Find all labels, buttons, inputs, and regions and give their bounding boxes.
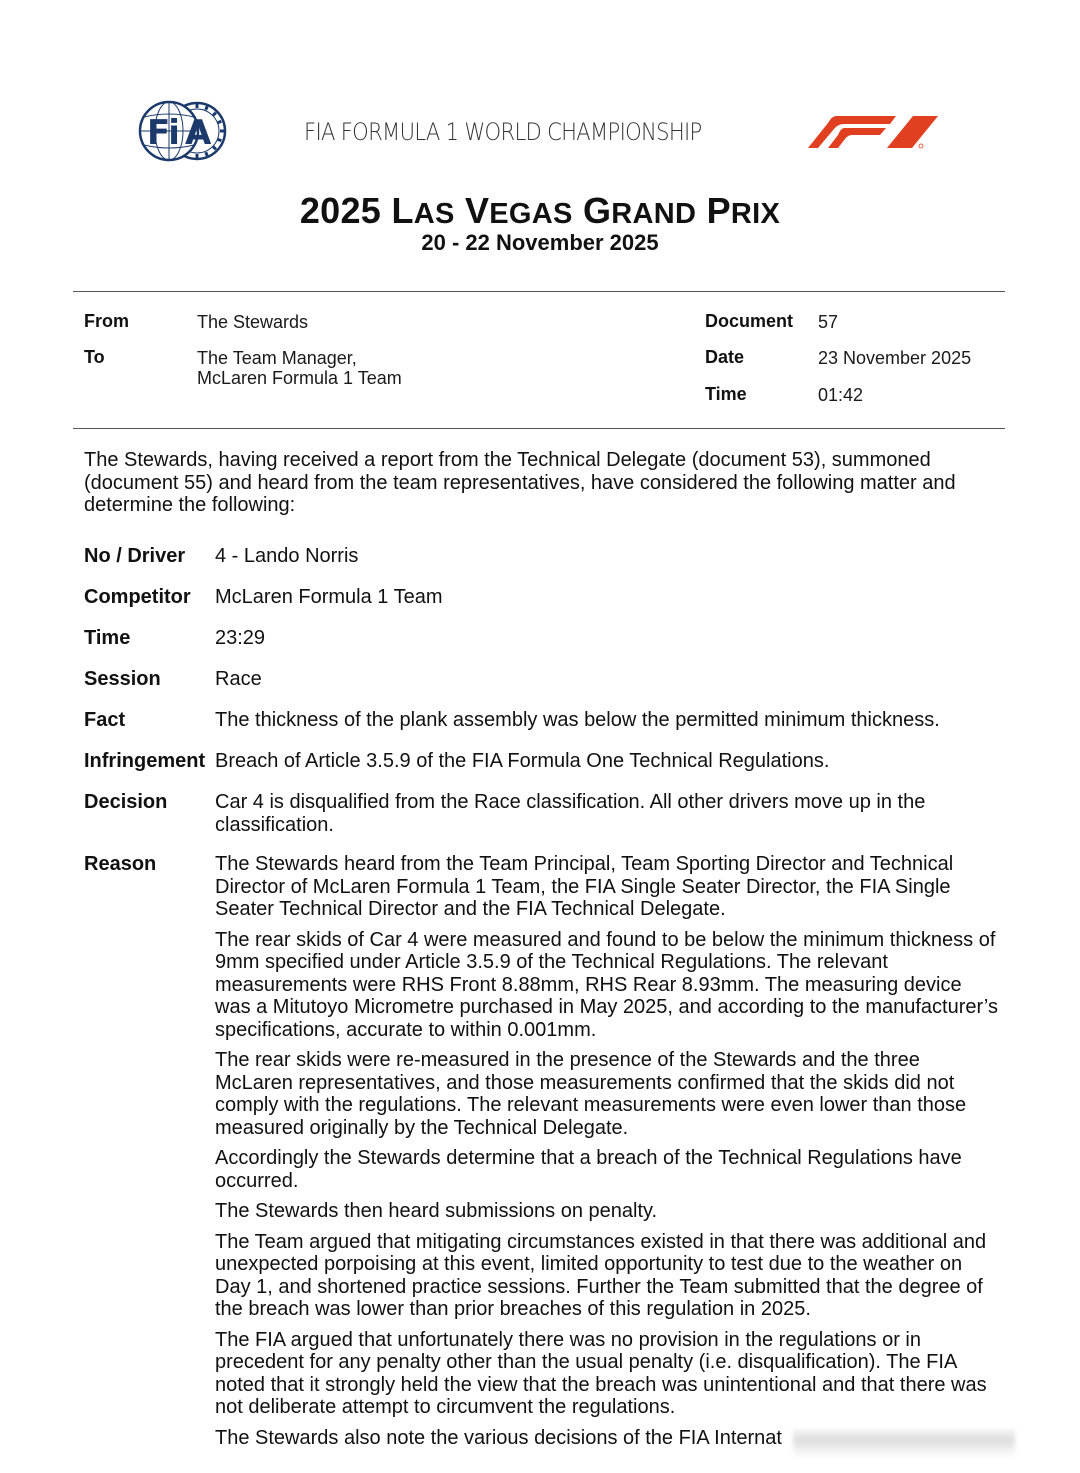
from-value: The Stewards <box>197 312 309 332</box>
decision-label: Decision <box>84 791 168 813</box>
to-value-line2: McLaren Formula 1 Team <box>197 368 402 388</box>
reason-label: Reason <box>84 853 157 875</box>
intro-paragraph: The Stewards, having received a report from the Technical Delegate (document 53), summoned (document 55) and heard from the team representatives, have considered the following matter and determine the following: <box>84 449 956 516</box>
reason-paragraph: Accordingly the Stewards determine that a breach of the Technical Regulations have occurred. <box>215 1147 962 1192</box>
session-value: Race <box>215 668 262 690</box>
date-label: Date <box>705 347 745 367</box>
fia-logo <box>137 99 229 163</box>
infringement-value: Breach of Article 3.5.9 of the FIA Formula One Technical Regulations. <box>215 750 830 772</box>
reason-paragraph: The rear skids were re-measured in the presence of the Stewards and the three McLaren representatives, and those measurements confirmed that the skids did not comply with the regulations. The relevant measurements were even lower than those measured originally by the Technical Delegate. <box>215 1049 967 1139</box>
document-label: Document <box>705 311 794 331</box>
time-value: 01:42 <box>818 385 864 405</box>
reason-paragraph: The Team argued that mitigating circumstances existed in that there was additional and unexpected porpoising at this event, limited opportunity to test due to the weather on Day 1, and shortened practice sessions. Further the Team submitted that the degree of the breach was lower than prior breaches of this regulation in 2025. <box>215 1230 987 1320</box>
infringement-label: Infringement <box>84 750 206 772</box>
competitor-label: Competitor <box>84 586 191 608</box>
svg-text:A: A <box>185 113 212 153</box>
fia-globe-icon <box>137 99 229 163</box>
f1-logo-icon <box>808 112 943 152</box>
driver-value: 4 - Lando Norris <box>215 545 359 567</box>
championship-title: FIA FORMULA 1 WORLD CHAMPIONSHIP <box>304 118 702 146</box>
session-label: Session <box>84 668 161 690</box>
incident-time-label: Time <box>84 627 131 649</box>
incident-time-value: 23:29 <box>215 627 266 649</box>
reason-paragraph: The rear skids of Car 4 were measured and found to be below the minimum thickness of 9mm specified under Article 3.5.9 of the Technical Regulations. The relevant measurements were RHS Front 8.88mm, RHS Rear 8.93mm. The measuring device was a Mitutoyo Micrometre purchased in May 2025, and according to the manufacturer’s specifications, accurate to within 0.001mm. <box>215 928 998 1041</box>
reason-paragraph: The FIA argued that unfortunately there was no provision in the regulations or in precedent for any penalty other than the usual penalty (i.e. disqualification). The FIA noted that it strongly held the view that the breach was unintentional and that there was not deliberate attempt to circumvent the regulations. <box>215 1328 987 1418</box>
fact-label: Fact <box>84 709 126 731</box>
reason-body <box>215 853 1000 1457</box>
time-label: Time <box>705 384 747 404</box>
obscured-region <box>793 1428 1015 1458</box>
competitor-value: McLaren Formula 1 Team <box>215 586 443 608</box>
divider-top <box>73 291 1005 292</box>
to-label: To <box>84 347 105 367</box>
decision-value: Car 4 is disqualified from the Race classification. All other drivers move up in the classification. <box>215 791 926 836</box>
date-value: 23 November 2025 <box>818 348 972 368</box>
f1-logo <box>808 112 943 152</box>
driver-label: No / Driver <box>84 545 186 567</box>
divider-bottom <box>73 428 1005 429</box>
svg-text:Fi: Fi <box>147 113 178 153</box>
from-label: From <box>84 311 129 331</box>
reason-paragraph: The Stewards then heard submissions on penalty. <box>215 1200 658 1222</box>
to-value-line1: The Team Manager, <box>197 348 357 368</box>
event-title: 2025 LAS VEGAS GRAND PRIX <box>299 190 781 231</box>
fact-value: The thickness of the plank assembly was below the permitted minimum thickness. <box>215 709 940 731</box>
document-value: 57 <box>818 312 839 332</box>
reason-paragraph: The Stewards also note the various decisions of the FIA Internat <box>215 1426 782 1449</box>
reason-paragraph: The Stewards heard from the Team Principal, Team Sporting Director and Technical Director of McLaren Formula 1 Team, the FIA Single Seater Director, the FIA Single Seater Technical Director and the FIA Technical Delegate. <box>215 853 954 920</box>
to-value <box>197 348 402 388</box>
event-dates: 20 - 22 November 2025 <box>421 230 659 255</box>
